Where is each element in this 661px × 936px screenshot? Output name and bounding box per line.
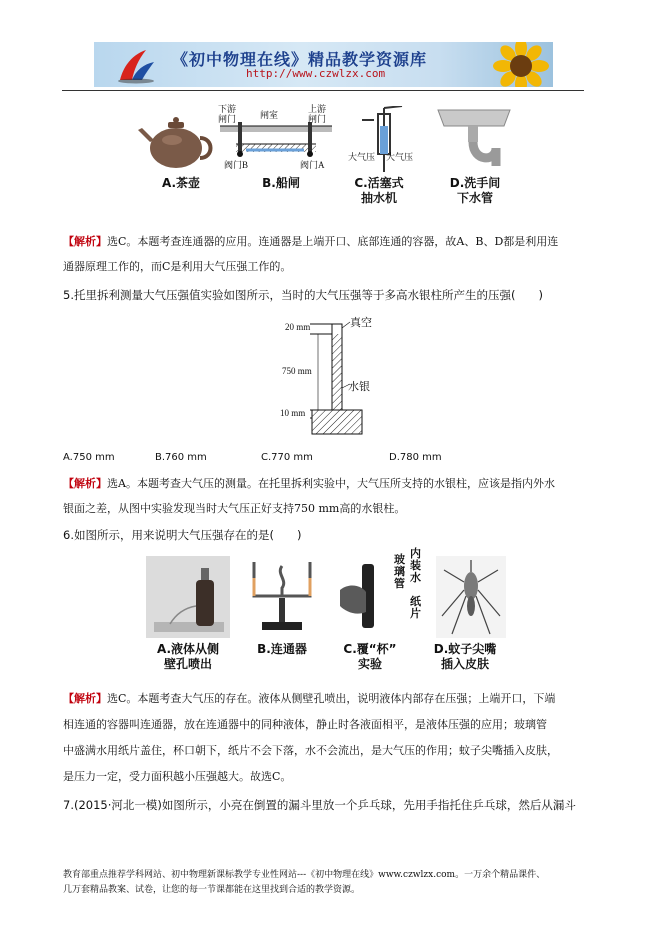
analysis-tag: 【解析】 bbox=[63, 235, 107, 248]
caption-d-sink-drain: D.洗手间 下水管 bbox=[449, 176, 501, 205]
page-footer: 教育部重点推荐学科网站、初中物理新课标教学专业性网站---《初中物理在线》www.czwlzx.com。一万余个精品课件、 几万套精品教案、试卷，让您的每一节课都能在这里找到合适的教学资源。 bbox=[63, 870, 546, 895]
q4-figure bbox=[136, 104, 516, 214]
site-title: 《初中物理在线》精品教学资源库 bbox=[172, 50, 428, 69]
site-logo bbox=[116, 46, 156, 84]
downstream-gate-label: 下游 闸门 bbox=[218, 104, 237, 124]
label-750mm: 750 mm bbox=[282, 366, 312, 376]
upstream-gate-label: 上游 闸门 bbox=[308, 104, 327, 124]
valve-a-label: 阀门A bbox=[300, 160, 325, 170]
atm-pressure-label-2: 大气压 bbox=[386, 152, 414, 162]
sink-drain-image bbox=[434, 104, 514, 174]
teapot-image bbox=[136, 112, 218, 172]
paper-label: 纸 片 bbox=[410, 595, 421, 620]
torricelli-tube-diagram bbox=[280, 314, 390, 439]
piston-pump-diagram bbox=[354, 106, 414, 174]
atm-pressure-label-1: 大气压 bbox=[348, 152, 376, 162]
header-rule bbox=[62, 90, 584, 91]
label-mercury: 水银 bbox=[348, 381, 370, 393]
option-b: B.760 mm bbox=[155, 452, 207, 463]
q6-stem: 6.如图所示，用来说明大气压强存在的是( ) bbox=[63, 528, 302, 542]
mosquito-image bbox=[436, 556, 506, 638]
q5-torricelli-figure bbox=[280, 314, 390, 439]
caption-b-connected-vessels: B.连通器 bbox=[257, 642, 307, 656]
q5-analysis: 【解析】选A。本题考查大气压的测量。在托里拆利实验中，大气压所支持的水银柱，应该是指内外水 银面之差，从图中实验发现当时大气压正好支持750 mm高的水银柱。 bbox=[63, 477, 555, 515]
q5-stem: 5.托里拆利测量大气压强值实验如图所示，当时的大气压强等于多高水银柱所产生的压强( ) bbox=[63, 288, 543, 302]
inverted-cup-image bbox=[336, 562, 396, 636]
lock-chamber-label: 闸室 bbox=[260, 110, 279, 120]
option-c: C.770 mm bbox=[261, 452, 313, 463]
option-a: A.750 mm bbox=[63, 452, 115, 463]
caption-b-ship-lock: B.船闸 bbox=[262, 176, 300, 190]
label-vacuum: 真空 bbox=[350, 317, 372, 329]
glass-tube-label: 玻 璃 管 bbox=[394, 553, 405, 590]
caption-c-inverted-cup: C.覆“杯” 实验 bbox=[343, 642, 397, 671]
valve-b-label: 阀门B bbox=[224, 160, 249, 170]
caption-d-mosquito: D.蚊子尖嘴 插入皮肤 bbox=[433, 642, 497, 671]
connected-vessels-image bbox=[242, 556, 322, 638]
option-d: D.780 mm bbox=[389, 452, 442, 463]
caption-a-side-hole: A.液体从侧 壁孔喷出 bbox=[156, 642, 220, 671]
inner-water-label: 内 装 水 bbox=[410, 547, 421, 584]
site-url[interactable]: http://www.czwlzx.com bbox=[246, 67, 386, 80]
bottle-spray-image bbox=[146, 556, 230, 638]
q6-analysis: 【解析】选C。本题考查大气压的存在。液体从侧壁孔喷出，说明液体内部存在压强；上端开口，下端 相连通的容器叫连通器，放在连通器中的同种液体，静止时各液面相平，是液体压强的应用；玻璃管 中盛满水用纸片盖住，杯口朝下，纸片不会下落，水不会流出，是大气压的作用；蚊子尖嘴插入皮肤， 是压力一定，受力面积越小压强越大。故选C。 bbox=[63, 692, 558, 783]
q4-analysis: 【解析】选C。本题考查连通器的应用。连通器是上端开口、底部连通的容器，故A、B、D都是利用连 通器原理工作的，而C是利用大气压强工作的。 bbox=[63, 235, 559, 273]
label-20mm: 20 mm bbox=[285, 322, 311, 332]
q7-stem: 7.(2015·河北一模)如图所示，小亮在倒置的漏斗里放一个乒乓球，先用手指托住乒乓球，然后从漏斗 bbox=[63, 798, 576, 812]
analysis-tag: 【解析】 bbox=[63, 477, 107, 490]
caption-a-teapot: A.茶壶 bbox=[161, 176, 201, 190]
header-banner bbox=[94, 42, 553, 87]
label-10mm: 10 mm bbox=[280, 408, 306, 418]
sunflower-icon bbox=[489, 42, 553, 87]
q6-figure bbox=[146, 547, 506, 676]
analysis-tag: 【解析】 bbox=[63, 692, 107, 705]
caption-c-piston-pump: C.活塞式 抽水机 bbox=[354, 176, 404, 205]
